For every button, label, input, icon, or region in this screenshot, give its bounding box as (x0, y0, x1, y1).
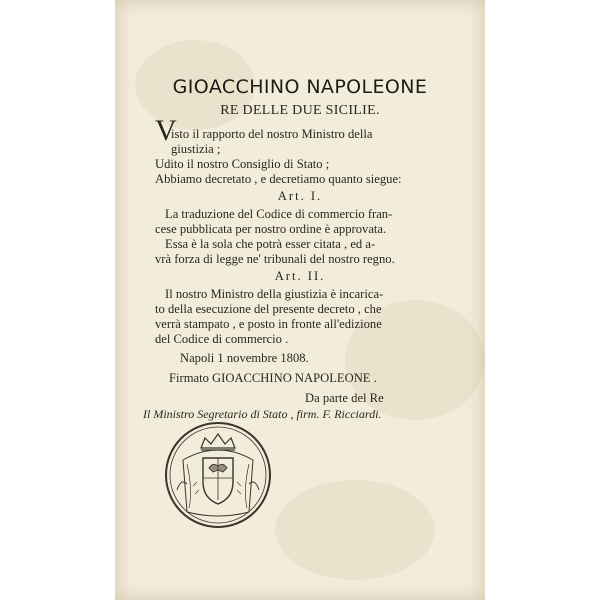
signature-line: Firmato GIOACCHINO NAPOLEONE . (169, 371, 377, 385)
article-1-heading: Art. I. (277, 189, 323, 203)
article-1-line-4: vrà forza di legge ne' tribunali del nostro regno. (155, 252, 395, 266)
coat-of-arms-stamp-icon (163, 420, 273, 530)
article-2-line-3: verrà stampato , e posto in fronte all'edizione (155, 317, 382, 331)
article-2-heading: Art. II. (274, 269, 326, 283)
article-1-line-1: La traduzione del Codice di commercio fran- (165, 207, 393, 221)
drop-cap-initial: V (155, 114, 177, 147)
preamble-line-2: giustizia ; (171, 142, 221, 156)
article-2-line-1: Il nostro Ministro della giustizia è incarica- (165, 287, 384, 301)
document-page (115, 0, 485, 600)
decree-subtitle: RE DELLE DUE SICILIE. (220, 103, 380, 118)
preamble-line-1: isto il rapporto del nostro Ministro della (171, 127, 373, 141)
by-order-line: Da parte del Re (305, 391, 384, 405)
article-1-line-2: cese pubblicata per nostro ordine è approvata. (155, 222, 387, 236)
minister-line: Il Ministro Segretario di Stato , firm. F. Ricciardi. (143, 407, 382, 421)
preamble-line-3: Udito il nostro Consiglio di Stato ; (155, 157, 330, 171)
decree-title: GIOACCHINO NAPOLEONE (172, 76, 428, 98)
article-1-line-3: Essa è la sola che potrà esser citata , ed a- (165, 237, 376, 251)
date-line: Napoli 1 novembre 1808. (180, 351, 309, 365)
article-2-line-4: del Codice di commercio . (155, 332, 289, 346)
article-2-line-2: to della esecuzione del presente decreto , che (155, 302, 382, 316)
preamble-line-4: Abbiamo decretato , e decretiamo quanto siegue: (155, 172, 402, 186)
